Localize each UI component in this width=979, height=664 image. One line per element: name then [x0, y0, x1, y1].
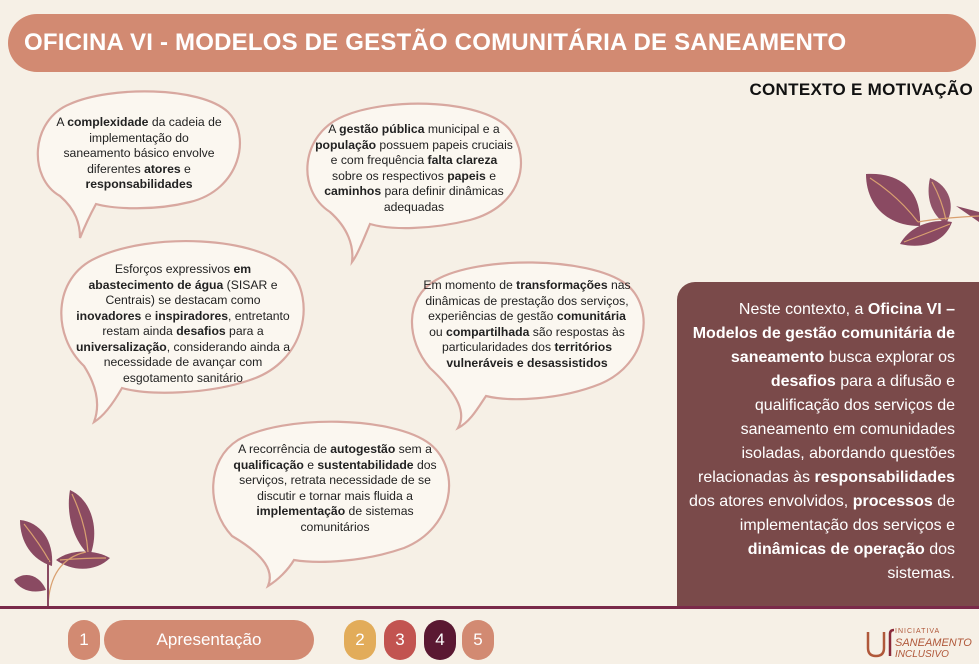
body-text: e [485, 168, 496, 183]
body-text: da cadeia de implementação do saneamento básico envolve diferentes [63, 115, 222, 176]
body-text: de sistemas comunitários [300, 504, 414, 534]
body-text: para definir dinâmicas adequadas [381, 184, 504, 214]
emphasis-text: responsabilidades [814, 469, 955, 486]
emphasis-text: qualificação [233, 457, 304, 472]
page-title: OFICINA VI - MODELOS DE GESTÃO COMUNITÁRIA DE SANEAMENTO [8, 14, 976, 72]
nav-slide-3[interactable]: 3 [384, 620, 416, 660]
body-text: dos atores envolvidos, [689, 493, 853, 510]
emphasis-text: população [315, 137, 377, 152]
leaf-decoration-left [14, 490, 110, 592]
body-text: e [141, 308, 155, 323]
body-text: ou [429, 324, 447, 339]
body-text: municipal e a [424, 122, 500, 136]
emphasis-text: em abastecimento de água [88, 262, 252, 292]
body-text: sobre os respectivos [332, 168, 448, 183]
emphasis-text: compartilhada [446, 324, 530, 339]
emphasis-text: desafios [176, 324, 226, 338]
emphasis-text: inspiradores [154, 308, 229, 323]
body-text: são respostas às particularidades dos [441, 324, 625, 354]
emphasis-text: papeis [447, 168, 486, 183]
body-text: de implementação dos serviços e [739, 493, 955, 534]
nav-slide-1[interactable]: 1 [68, 620, 100, 660]
emphasis-text: complexidade [67, 115, 149, 129]
body-text: A recorrência de [238, 442, 331, 456]
body-text: , considerando ainda a necessidade de avançar com esgotamento sanitário [103, 339, 291, 385]
emphasis-text: responsabilidades [85, 177, 193, 191]
emphasis-text: autogestão [330, 442, 396, 456]
emphasis-text: dinâmicas de operação [747, 541, 925, 558]
emphasis-text: atores [144, 161, 181, 176]
bubble-text-4 [420, 278, 634, 371]
bubble-text-5 [228, 442, 442, 535]
nav-slide-5[interactable]: 5 [462, 620, 494, 660]
body-text: e [303, 457, 318, 472]
body-text: e [180, 161, 191, 176]
emphasis-text: implementação [256, 504, 346, 518]
body-text: , entretanto restam ainda [102, 308, 290, 338]
body-text: sem a [395, 442, 432, 456]
emphasis-text: caminhos [324, 184, 382, 198]
emphasis-text: Oficina VI – Modelos de gestão comunitária de saneamento [692, 301, 955, 366]
context-panel [677, 282, 979, 608]
body-text: dos sistemas. [887, 541, 955, 582]
nav-slide-2[interactable]: 2 [344, 620, 376, 660]
body-text: A [328, 122, 340, 136]
logo-line-2: SANEAMENTO [895, 637, 972, 649]
body-text: A [56, 115, 68, 129]
body-text: Neste contexto, a [738, 301, 868, 318]
emphasis-text: transformações [516, 278, 608, 292]
body-text: para a difusão e qualificação dos serviços de saneamento em comunidades isoladas, abordando questões relacionadas às [697, 373, 955, 486]
emphasis-text: sustentabilidade [317, 457, 414, 472]
emphasis-text: universalização [75, 339, 167, 354]
section-subtitle: CONTEXTO E MOTIVAÇÃO [749, 80, 973, 99]
emphasis-text: desafios [770, 373, 836, 390]
emphasis-text: falta clareza [427, 153, 498, 167]
body-text: (SISAR e Centrais) se destacam como [105, 277, 278, 307]
body-text: para a [225, 324, 264, 338]
body-text: Esforços expressivos [114, 262, 234, 276]
body-text: dos serviços, retrata necessidade de se discutir e tornar mais fluida a [239, 457, 437, 503]
emphasis-text: gestão pública [339, 122, 425, 136]
bubble-text-2 [314, 122, 514, 215]
bubble-text-1 [54, 115, 224, 193]
body-text: possuem papeis cruciais e com frequência [330, 137, 513, 167]
body-text: busca explorar os [824, 349, 955, 366]
footer-divider [0, 606, 979, 609]
bubble-text-3 [72, 262, 294, 386]
body-text: Em momento de [423, 278, 517, 292]
nav-label-apresentacao[interactable]: Apresentação [104, 620, 314, 660]
emphasis-text: processos [852, 493, 933, 510]
emphasis-text: comunitária [556, 309, 626, 323]
logo-line-1: INICIATIVA [895, 628, 941, 635]
body-text: nas dinâmicas de prestação dos serviços, experiências de gestão [425, 278, 631, 323]
nav-slide-4[interactable]: 4 [424, 620, 456, 660]
emphasis-text: inovadores [76, 308, 142, 323]
emphasis-text: territórios vulneráveis e desassistidos [446, 340, 613, 370]
logo-line-3: INCLUSIVO [895, 649, 949, 660]
